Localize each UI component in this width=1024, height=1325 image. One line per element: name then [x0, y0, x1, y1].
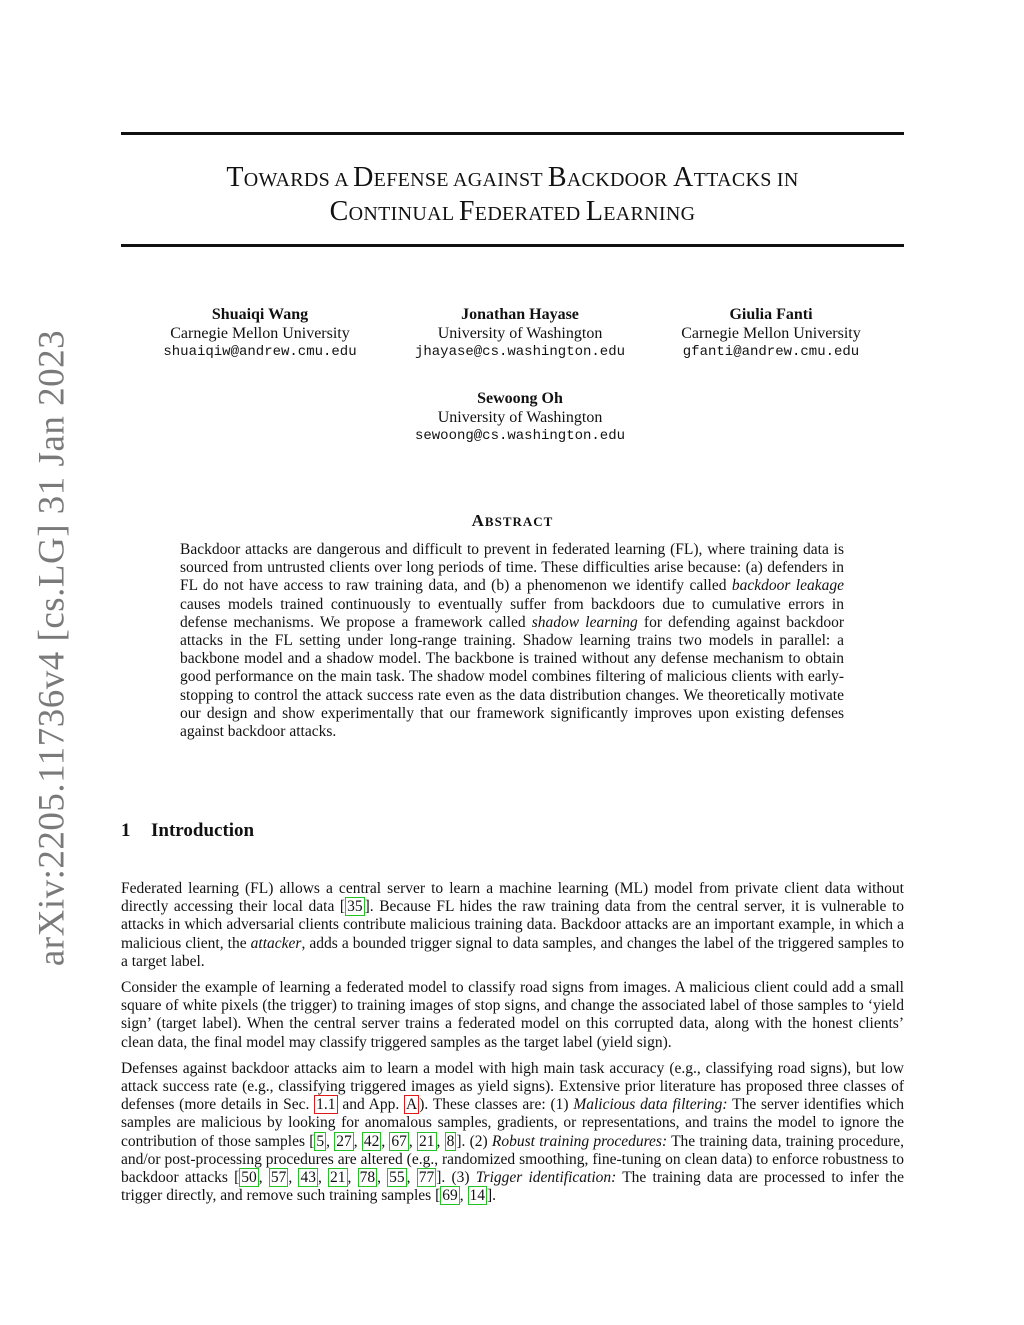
paragraph-emphasis: attacker — [250, 934, 302, 952]
paragraph-text: . — [492, 1187, 497, 1205]
title-word-cap: D — [353, 162, 374, 193]
intro-paragraph-1: Federated learning (FL) allows a central server to learn a machine learning (ML) model from private client data without directly accessing their local data [ 35 ]. Because FL hides the raw training data from the central server, it is vulnerable to attacks in which adversarial clients contribute malicious training data. Backdoor attacks are an important example, in which a malicious client, the attacker, adds a bounded trigger signal to data samples, and changes the label of the triggered samples to a target label. — [121, 880, 904, 970]
title-word-cap: L — [585, 196, 604, 227]
title-word-cap: C — [329, 196, 349, 227]
paragraph-text: Defenses against backdoor attacks aim to learn a model with high main task accuracy (e.g., classifying road signs), but low attack success rate (e.g., classifying triggered images as yield signs). Extensive prior literature has proposed three classes of defenses (more details in Sec. — [121, 1059, 904, 1114]
citation-link[interactable]: 21 — [419, 1132, 435, 1150]
abstract-heading-rest: BSTRACT — [484, 514, 554, 529]
citation-link[interactable]: 69 — [442, 1187, 458, 1205]
author-name: Giulia Fanti — [729, 306, 813, 323]
citation-link[interactable]: 35 — [347, 898, 363, 916]
appendix-reference-link[interactable]: A — [406, 1096, 418, 1114]
title-word-rest: EARNING — [603, 203, 696, 225]
abstract-heading — [121, 511, 904, 531]
citation-link[interactable]: 57 — [270, 1169, 287, 1187]
author-block — [395, 305, 645, 362]
author-affiliation: Carnegie Mellon University — [170, 325, 350, 342]
paragraph-emphasis: Trigger identification: — [475, 1169, 617, 1187]
title-word-cap: A — [673, 162, 694, 193]
abstract-text: Backdoor attacks are dangerous and difficult to prevent in federated learning (FL), where training data is sourced from untrusted clients over long periods of time. These difficulties arise because: (a) defenders in FL do not have access to raw training data, and (b) a phenomenon we identify called — [180, 541, 844, 595]
title-word-rest: ONTINUAL — [348, 203, 459, 225]
paper-title-line-2 — [121, 195, 904, 231]
arxiv-identifier-stamp: arXiv:2205.11736v4 [cs.LG] 31 Jan 2023 — [31, 329, 73, 967]
paragraph-text: . (3) — [441, 1169, 476, 1187]
paragraph-text: and App. — [337, 1096, 405, 1114]
citation-link[interactable]: 5 — [316, 1132, 325, 1150]
intro-paragraph-3: Defenses against backdoor attacks aim to learn a model with high main task accuracy (e.g., classifying road signs), but low attack success rate (e.g., classifying triggered images as yield signs). Extensive prior literature has proposed three classes of defenses (more details in Sec. 1.1 and App. A ). These classes are: (1) Malicious data filtering: The server identifies which samples are malicious by looking for anomalous samples, gradients, or representations, and trains the model to ignore the contribution of those samples [ 5 , 27 , 42 , 67 , 21 , 8 ]. (2) Robust training procedures: The training data, training procedure, and/or post-processing procedures are altered (e.g., randomized smoothing, fine-tuning on clean data) to enforce robustness to backdoor attacks [ 50 , 57 , 43 , 21 , 78 , 55 , 77 ]. (3) Trigger identification: The training data are processed to infer the trigger directly, and remove such training samples [ 69 , 14 ]. — [121, 1059, 905, 1205]
author-email[interactable]: shuaiqiw@andrew.cmu.edu — [163, 344, 357, 360]
title-word-cap: T — [226, 162, 244, 193]
author-email[interactable]: jhayase@cs.washington.edu — [414, 344, 626, 360]
introduction-body — [121, 880, 904, 1213]
author-name: Sewoong Oh — [477, 390, 563, 407]
title-word-rest: OWARDS A — [243, 169, 354, 191]
author-email[interactable]: sewoong@cs.washington.edu — [414, 428, 626, 444]
author-affiliation: University of Washington — [437, 409, 603, 426]
citation-link[interactable]: 78 — [359, 1169, 376, 1187]
paragraph-text: . Because FL hides the raw training data from the central server, it is vulnerable to attacks in which adversarial clients contribute malicious training data. Backdoor attacks are an important example, in which a malicious client, the — [121, 898, 904, 952]
paragraph-emphasis: Robust training procedures: — [491, 1132, 668, 1150]
title-rule-bottom — [121, 244, 904, 247]
section-heading — [121, 820, 254, 842]
author-block — [395, 389, 645, 446]
citation-link[interactable]: 27 — [336, 1132, 352, 1150]
author-name: Shuaiqi Wang — [211, 306, 309, 323]
title-word-cap: F — [458, 196, 475, 227]
title-word-rest: TTACKS IN — [693, 169, 799, 191]
author-affiliation: Carnegie Mellon University — [681, 325, 861, 342]
title-word-rest: EDERATED — [474, 203, 586, 225]
author-affiliation: University of Washington — [437, 325, 603, 342]
title-word-cap: B — [547, 162, 567, 193]
citation-link[interactable]: 8 — [446, 1132, 455, 1150]
citation-link[interactable]: 43 — [300, 1169, 316, 1187]
citation-link[interactable]: 21 — [330, 1169, 346, 1187]
paper-title-line-1 — [121, 161, 904, 197]
paragraph-emphasis: Malicious data filtering: — [573, 1096, 728, 1114]
title-word-rest: ACKDOOR — [566, 169, 674, 191]
author-block — [660, 305, 882, 362]
abstract-text: for defending against backdoor attacks in the FL setting under long-range training. Shadow learning trains two models in parallel: a backbone model and a shadow model. The backbone is trained without any defense mechanism to obtain good performance on the main task. The shadow model combines filtering of malicious clients with early-stopping to control the attack success rate even as the data distribution changes. We theoretically motivate our design and show experimentally that our framework significantly improves upon existing defenses against backdoor attacks. — [180, 613, 844, 741]
paragraph-text: ). These classes are: (1) — [419, 1096, 574, 1114]
citation-link[interactable]: 55 — [389, 1169, 405, 1187]
author-block — [140, 305, 380, 362]
paragraph-text: Federated learning (FL) allows a central server to learn a machine learning (ML) model from private client data without directly accessing their local data — [121, 880, 904, 916]
section-title: Introduction — [151, 820, 255, 841]
abstract-body — [180, 541, 844, 741]
abstract-emphasis: backdoor leakage — [731, 577, 844, 595]
intro-paragraph-2: Consider the example of learning a federated model to classify road signs from images. A malicious client could add a small square of white pixels (the trigger) to training images of stop signs, and change the associated label of those samples to ‘yield sign’ (target label). When the central server trains a federated model on this corrupted data, along with the honest clients’ clean data, the final model may classify triggered samples as the target label (yield sign). — [121, 979, 904, 1051]
abstract-emphasis: shadow learning — [531, 613, 638, 631]
citation-link[interactable]: 77 — [418, 1169, 435, 1187]
title-word-rest: EFENSE AGAINST — [373, 169, 548, 191]
section-reference-link[interactable]: 1.1 — [316, 1096, 336, 1114]
section-number: 1 — [121, 820, 131, 841]
author-email[interactable]: gfanti@andrew.cmu.edu — [682, 344, 860, 360]
abstract-text: causes models trained continuously to eventually suffer from backdoors due to cumulative errors in defense mechanisms. We propose a framework called — [180, 595, 844, 631]
title-rule-top — [121, 132, 904, 135]
abstract-heading-cap: A — [471, 511, 485, 530]
citation-link[interactable]: 50 — [241, 1169, 257, 1187]
paragraph-text: The training data, training procedure, and/or post-processing procedures are altered (e.g., randomized smoothing, fine-tuning on clean data) to enforce robustness to backdoor attacks — [121, 1132, 904, 1187]
paragraph-text: , adds a bounded trigger signal to data samples, and changes the label of the triggered samples to a target label. — [121, 934, 904, 970]
paragraph-text: The training data are processed to infer the trigger directly, and remove such training samples — [121, 1169, 905, 1205]
citation-link[interactable]: 67 — [391, 1132, 407, 1150]
paragraph-text: . (2) — [461, 1132, 492, 1150]
paragraph-text: The server identifies which samples are malicious by looking for anomalous samples, gradients, or representations, and trains the model to ignore the contribution of those samples — [121, 1096, 905, 1150]
citation-link[interactable]: 14 — [469, 1187, 485, 1205]
author-name: Jonathan Hayase — [461, 306, 579, 323]
citation-link[interactable]: 42 — [363, 1132, 380, 1150]
